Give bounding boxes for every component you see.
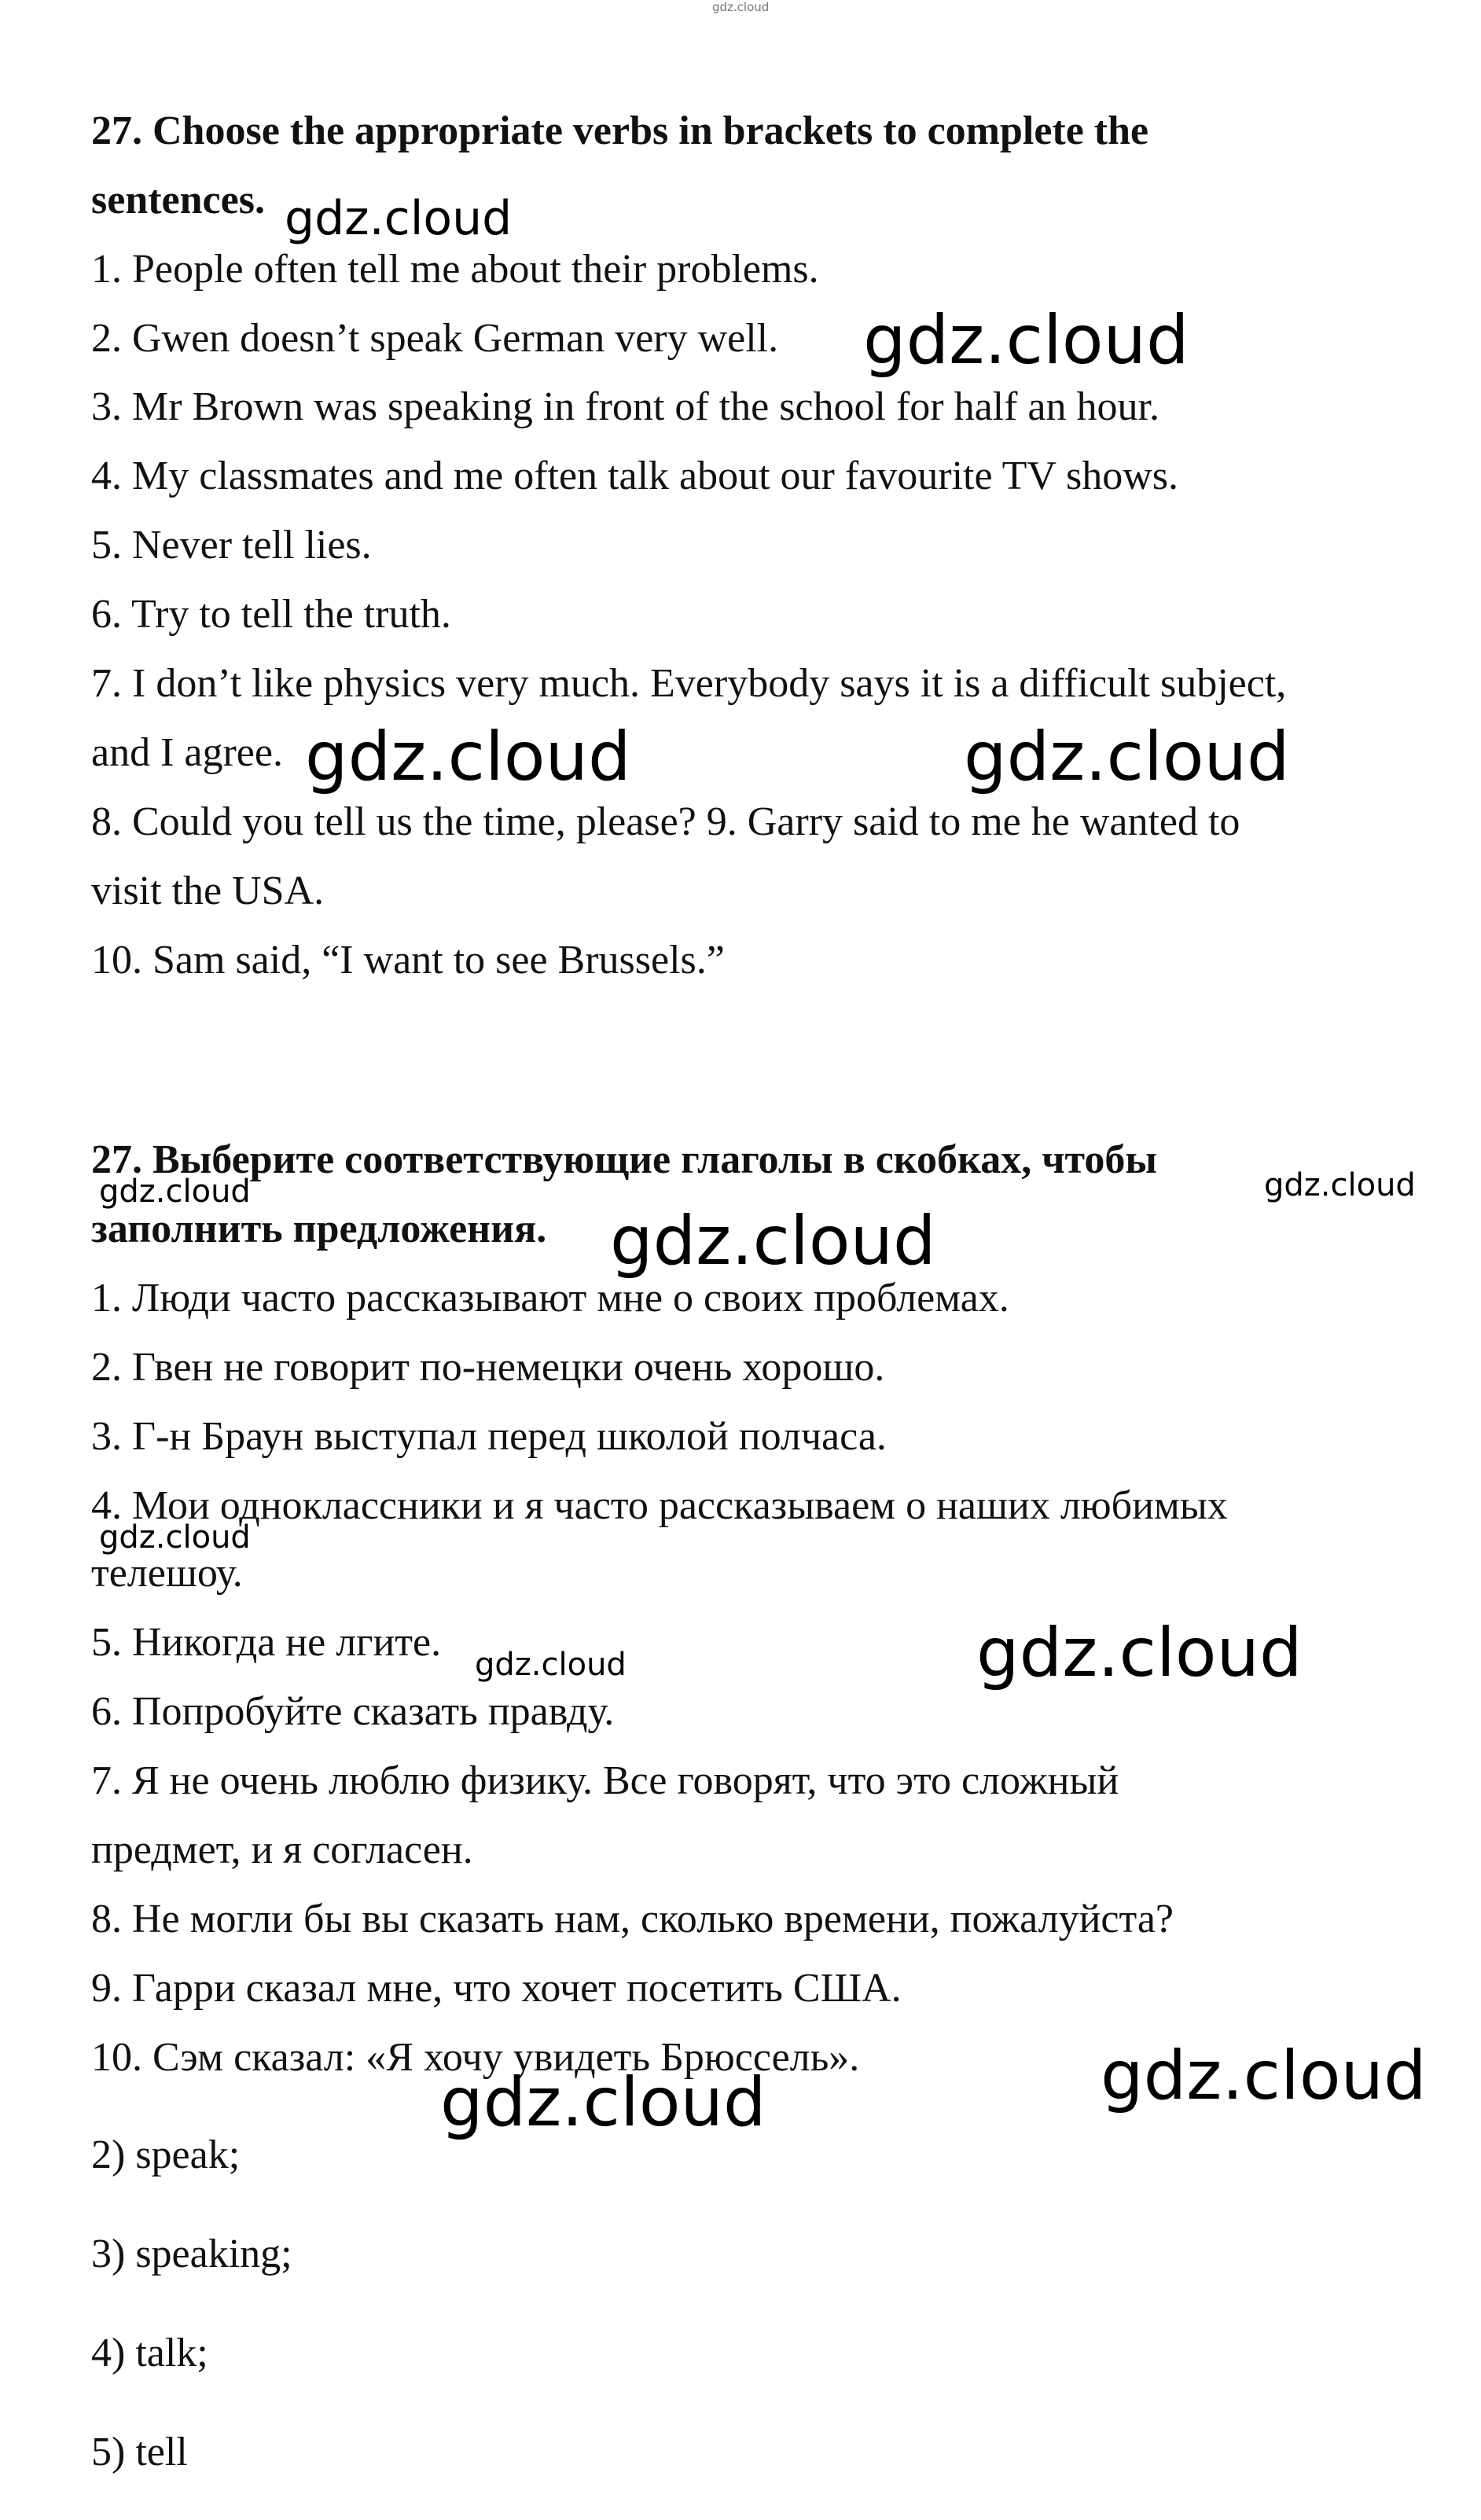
- watermark: gdz.cloud: [964, 718, 1290, 796]
- watermark: gdz.cloud: [440, 2063, 766, 2142]
- english-sentence-10: 10. Sam said, “I want to see Brussels.”: [91, 938, 725, 983]
- english-sentence-2: 2. Gwen doesn’t speak German very well.: [91, 316, 779, 361]
- answer-3: 3) speaking;: [91, 2232, 292, 2276]
- russian-sentence-10: 10. Сэм сказал: «Я хочу увидеть Брюссель».: [91, 2035, 860, 2080]
- english-sentence-5: 5. Never tell lies.: [91, 523, 372, 568]
- english-sentence-6: 6. Try to tell the truth.: [91, 592, 451, 637]
- russian-sentence-7: 7. Я не очень люблю физику. Все говорят, что это сложный: [91, 1758, 1119, 1803]
- russian-sentence-9: 9. Гарри сказал мне, что хочет посетить США.: [91, 1966, 902, 2011]
- english-sentence-7: 7. I don’t like physics very much. Everybody says it is a difficult subject,: [91, 661, 1287, 706]
- english-heading-line-2: sentences.: [91, 178, 265, 222]
- english-sentence-3: 3. Mr Brown was speaking in front of the school for half an hour.: [91, 384, 1159, 429]
- russian-heading-line-1: 27. Выберите соответствующие глаголы в скобках, чтобы: [91, 1137, 1158, 1182]
- russian-sentence-2: 2. Гвен не говорит по-немецки очень хорошо.: [91, 1345, 885, 1390]
- russian-sentence-6: 6. Попробуйте сказать правду.: [91, 1689, 615, 1734]
- russian-sentence-8: 8. Не могли бы вы сказать нам, сколько времени, пожалуйста?: [91, 1897, 1174, 1941]
- watermark: gdz.cloud: [99, 1519, 251, 1556]
- watermark: gdz.cloud: [285, 191, 513, 246]
- watermark: gdz.cloud: [1101, 2037, 1427, 2115]
- russian-sentence-7-cont: предмет, и я согласен.: [91, 1828, 473, 1872]
- russian-sentence-4-cont: телешоу.: [91, 1551, 243, 1596]
- english-heading-line-1: 27. Choose the appropriate verbs in brackets to complete the: [91, 108, 1149, 153]
- watermark: gdz.cloud: [1264, 1167, 1416, 1203]
- watermark: gdz.cloud: [305, 718, 631, 796]
- watermark: gdz.cloud: [976, 1614, 1303, 1692]
- english-sentence-7-cont: and I agree.: [91, 730, 283, 775]
- english-sentence-9-cont: visit the USA.: [91, 869, 325, 913]
- english-sentence-4: 4. My classmates and me often talk about our favourite TV shows.: [91, 454, 1179, 498]
- watermark: gdz.cloud: [863, 301, 1189, 380]
- russian-sentence-3: 3. Г-н Браун выступал перед школой полчаса.: [91, 1414, 887, 1459]
- russian-sentence-5: 5. Никогда не лгите.: [91, 1620, 442, 1665]
- answer-5: 5) tell: [91, 2430, 188, 2474]
- english-sentence-1: 1. People often tell me about their problems.: [91, 247, 819, 292]
- answer-4: 4) talk;: [91, 2331, 208, 2375]
- russian-sentence-4: 4. Мои одноклассники и я часто рассказываем о наших любимых: [91, 1483, 1228, 1528]
- english-sentence-8-9: 8. Could you tell us the time, please? 9. Garry said to me he wanted to: [91, 799, 1240, 844]
- watermark: gdz.cloud: [475, 1647, 627, 1683]
- watermark: gdz.cloud: [99, 1174, 251, 1210]
- answer-2: 2) speak;: [91, 2132, 241, 2177]
- watermark: gdz.cloud: [610, 1202, 936, 1280]
- watermark: gdz.cloud: [712, 0, 770, 14]
- russian-sentence-1: 1. Люди часто рассказывают мне о своих проблемах.: [91, 1276, 1009, 1321]
- russian-heading-line-2: заполнить предложения.: [91, 1207, 547, 1251]
